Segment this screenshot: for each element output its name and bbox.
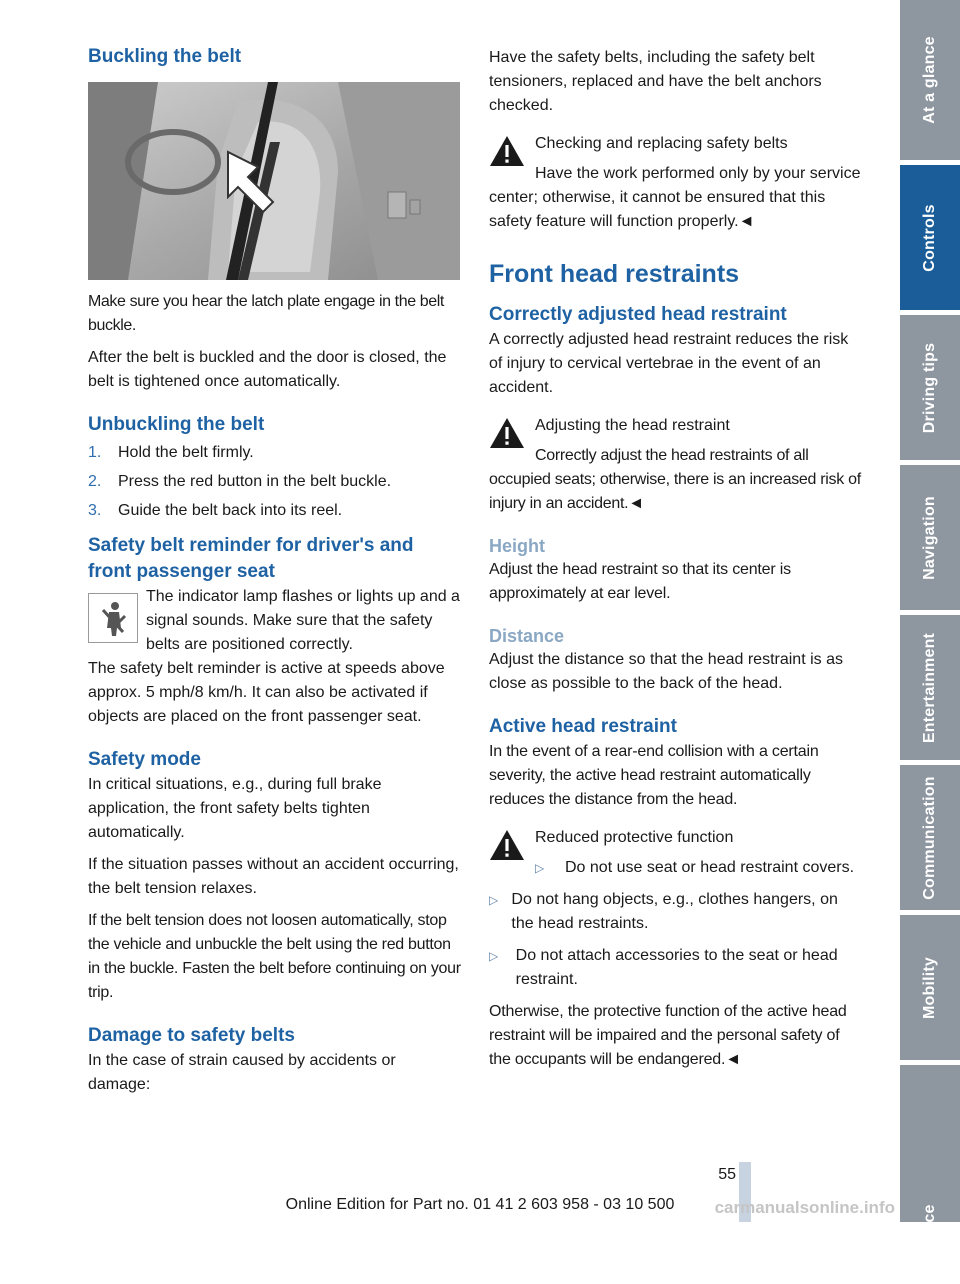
online-edition-text: Online Edition for Part no. 01 41 2 603 958 - 03 10 500 bbox=[285, 1196, 675, 1213]
replace-text: Have the safety belts, including the safety belt tensioners, replaced and have the belt anchors checked. bbox=[489, 49, 822, 114]
indicator-text: The indicator lamp flashes or lights up and a signal sounds. Make sure that the safety belts are positioned correctly. bbox=[146, 588, 460, 653]
warning-title: Adjusting the head restraint bbox=[535, 417, 730, 434]
safety-mode-heading: Safety mode bbox=[88, 749, 201, 770]
distance-heading: Distance bbox=[489, 626, 565, 646]
warning-body: Have the work performed only by your service center; otherwise, it cannot be ensured that this safety feature will function properly.◄ bbox=[489, 165, 861, 230]
step-text: Guide the belt back into its reel. bbox=[118, 502, 343, 519]
latch-text: Make sure you hear the latch plate engage in the belt buckle. bbox=[88, 293, 444, 334]
reminder-text: The safety belt reminder is active at speeds above approx. 5 mph/8 km/h. It can also be activated if objects are placed on the front passenger seat. bbox=[88, 660, 445, 725]
left-column bbox=[88, 44, 462, 1097]
tab-label: Controls bbox=[921, 203, 938, 272]
tab-reference[interactable] bbox=[900, 1065, 960, 1284]
buckling-heading: Buckling the belt bbox=[88, 46, 242, 67]
step-item bbox=[88, 496, 462, 525]
correct-text: A correctly adjusted head restraint reduces the risk of injury to cervical vertebrae in the event of an accident. bbox=[489, 331, 849, 396]
bullet-mark: ▷ bbox=[535, 861, 545, 875]
bullet-text: Do not use seat or head restraint covers. bbox=[565, 859, 855, 876]
tighten-text: After the belt is buckled and the door is closed, the belt is tightened once automatically. bbox=[88, 349, 447, 390]
tab-label: Reference bbox=[921, 1204, 938, 1284]
front-head-restraints-heading: Front head restraints bbox=[489, 260, 740, 288]
warning-adjusting bbox=[489, 414, 861, 516]
bullet-mark: ▷ bbox=[489, 893, 499, 907]
tab-label: Communication bbox=[921, 775, 938, 900]
height-text: Adjust the head restraint so that its center is approximately at ear level. bbox=[489, 561, 791, 602]
warning-title: Reduced protective function bbox=[535, 829, 734, 846]
safety-mode-p1: In critical situations, e.g., during full brake application, the front safety belts tighten automatically. bbox=[88, 776, 382, 841]
active-text: In the event of a rear-end collision with a certain severity, the active head restraint automatically reduces the distance from the head. bbox=[489, 743, 819, 808]
bullet-item bbox=[489, 944, 861, 992]
warning-body: Correctly adjust the head restraints of all occupied seats; otherwise, there is an increased risk of injury in an accident.◄ bbox=[489, 447, 861, 512]
step-number: 2. bbox=[88, 473, 102, 490]
section-tabs bbox=[900, 0, 960, 1284]
warning-bullet bbox=[535, 856, 861, 880]
warning-triangle-icon bbox=[489, 829, 525, 861]
tab-mobility[interactable] bbox=[900, 915, 960, 1060]
tab-communication[interactable] bbox=[900, 765, 960, 910]
bullet-text: Do not hang objects, e.g., clothes hangers, on the head restraints. bbox=[511, 891, 838, 932]
active-heading: Active head restraint bbox=[489, 716, 677, 737]
tab-label: Driving tips bbox=[921, 342, 938, 433]
tab-label: At a glance bbox=[921, 36, 938, 124]
closing-text: Otherwise, the protective function of the active head restraint will be impaired and the personal safety of the occupants will be endangered.◄ bbox=[489, 1003, 847, 1068]
unbuckling-steps bbox=[88, 438, 462, 525]
step-number: 1. bbox=[88, 444, 102, 461]
correct-heading: Correctly adjusted head restraint bbox=[489, 304, 787, 325]
bullet-text: Do not attach accessories to the seat or head restraint. bbox=[515, 947, 838, 988]
tab-controls[interactable] bbox=[900, 165, 960, 310]
warning-title: Checking and replacing safety belts bbox=[535, 135, 788, 152]
height-heading: Height bbox=[489, 536, 545, 556]
indicator-block bbox=[88, 585, 462, 657]
distance-text: Adjust the distance so that the head restraint is as close as possible to the back of the head. bbox=[489, 651, 843, 692]
step-text: Hold the belt firmly. bbox=[118, 444, 254, 461]
tab-label: Navigation bbox=[921, 495, 938, 580]
step-item bbox=[88, 438, 462, 467]
seat-belt-photo bbox=[88, 82, 460, 280]
damage-heading: Damage to safety belts bbox=[88, 1025, 295, 1046]
tab-navigation[interactable] bbox=[900, 465, 960, 610]
step-item bbox=[88, 467, 462, 496]
seat-belt-illustration bbox=[88, 82, 460, 280]
page-number: 55 bbox=[718, 1166, 736, 1183]
warning-triangle-icon bbox=[489, 417, 525, 449]
tab-driving-tips[interactable] bbox=[900, 315, 960, 460]
warning-checking bbox=[489, 132, 861, 234]
tab-entertainment[interactable] bbox=[900, 615, 960, 760]
seatbelt-indicator-icon bbox=[88, 593, 138, 643]
tab-at-a-glance[interactable] bbox=[900, 0, 960, 160]
bullet-item bbox=[489, 888, 861, 936]
watermark: carmanualsonline.info bbox=[714, 1198, 895, 1217]
right-column bbox=[489, 46, 861, 1072]
safety-mode-p3: If the belt tension does not loosen automatically, stop the vehicle and unbuckle the belt using the red button in the buckle. Fasten the belt before continuing on your trip. bbox=[88, 912, 461, 1001]
safety-mode-p2: If the situation passes without an accident occurring, the belt tension relaxes. bbox=[88, 856, 459, 897]
tab-label: Entertainment bbox=[921, 632, 938, 743]
reminder-heading: Safety belt reminder for driver's and front passenger seat bbox=[88, 535, 414, 582]
tab-label: Mobility bbox=[921, 956, 938, 1019]
warning-reduced bbox=[489, 826, 861, 880]
unbuckling-heading: Unbuckling the belt bbox=[88, 414, 265, 435]
step-text: Press the red button in the belt buckle. bbox=[118, 473, 392, 490]
damage-text: In the case of strain caused by accidents or damage: bbox=[88, 1052, 396, 1093]
bullet-mark: ▷ bbox=[489, 949, 499, 963]
warning-triangle-icon bbox=[489, 135, 525, 167]
step-number: 3. bbox=[88, 502, 102, 519]
